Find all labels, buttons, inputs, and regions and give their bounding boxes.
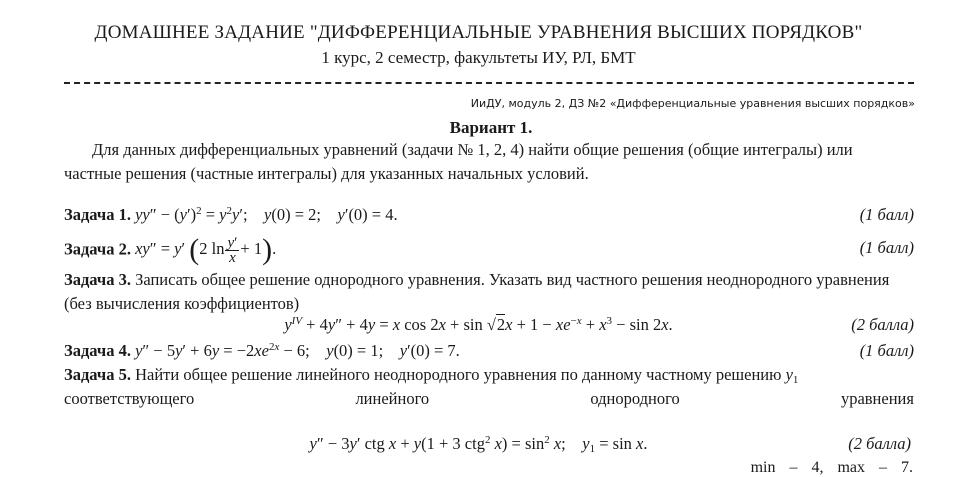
task-5-equation: y″ − 3y′ ctg x + y(1 + 3 ctg$^2$ $x) = \sin^2 x$; $y_1 = \sin x$. xyxy=(309,434,648,455)
task-5-word-4: уравнения xyxy=(840,389,914,408)
task-2-points: (1 балл) xyxy=(859,238,914,257)
intro-paragraph: Для данных дифференциальных уравнений (задачи № 1, 2, 4) найти общие решения (общие интегралы) или частные решения (частные интегралы) для указанных начальных условий. xyxy=(64,140,853,183)
task-5-particular: $y_1$ xyxy=(785,365,799,386)
variant-heading: Вариант 1. xyxy=(449,118,533,137)
task-1-label: Задача 1. xyxy=(64,205,131,224)
task-5-continuation xyxy=(64,387,914,411)
task-4 xyxy=(64,339,914,363)
task-4-label: Задача 4. xyxy=(64,341,131,360)
task-3-label: Задача 3. xyxy=(64,270,131,289)
task-2-label: Задача 2. xyxy=(64,239,131,259)
task-3 xyxy=(64,268,914,316)
task-5-word-3: однородного xyxy=(590,389,680,408)
course-reference: ИиДУ, модуль 2, ДЗ №2 «Дифференциальные уравнения высших порядков» xyxy=(470,97,915,110)
task-5-points: (2 балла) xyxy=(848,434,911,453)
min-label: min xyxy=(750,459,776,476)
score-range xyxy=(751,459,913,477)
task-1-points: (1 балл) xyxy=(859,205,914,224)
task-5-word-2: линейного xyxy=(355,389,430,408)
dashed-divider xyxy=(64,82,914,84)
min-value: 4, xyxy=(811,459,824,476)
task-5-text: Найти общее решение линейного неоднородного уравнения по данному частному решению xyxy=(135,365,782,384)
task-1-equation: $yy'' - (y')^2 = y^2y'$; y(0) = 2; y′(0) = 4. xyxy=(135,205,398,224)
task-2 xyxy=(64,233,914,267)
task-5-word-1: соответствующего xyxy=(64,389,195,408)
task-3-points: (2 балла) xyxy=(851,315,914,334)
max-dash: – xyxy=(879,459,887,476)
task-3-equation: $y^{IV} + 4y'' + 4y = x$ $\cos 2x + \sin √2x + 1 - xe^{-x} + x^3 - \sin 2x$. xyxy=(284,315,673,334)
task-1 xyxy=(64,203,914,227)
task-5 xyxy=(64,363,914,387)
min-dash: – xyxy=(789,459,798,476)
max-label: max xyxy=(837,459,865,476)
document-subtitle: 1 курс, 2 семестр, факультеты ИУ, РЛ, БМТ xyxy=(321,48,636,67)
task-5-label: Задача 5. xyxy=(64,365,131,384)
document-title: ДОМАШНЕЕ ЗАДАНИЕ "ДИФФЕРЕНЦИАЛЬНЫЕ УРАВНЕНИЯ ВЫСШИХ ПОРЯДКОВ" xyxy=(94,22,863,43)
max-value: 7. xyxy=(901,459,913,476)
task-2-equation: xy″ = y′ (2 ln $\frac{y'}{x}$ + 1). xyxy=(135,233,277,267)
task-3-text: Записать общее решение однородного уравнения. Указать вид частного решения неоднородного уравнения (без вычисления коэффициентов) xyxy=(64,270,890,313)
task-4-equation: $y'' - 5y' + 6y = -2xe^{2x} - 6$; y(0) = 1; y′(0) = 7. xyxy=(135,341,460,360)
task-4-points: (1 балл) xyxy=(859,341,914,360)
